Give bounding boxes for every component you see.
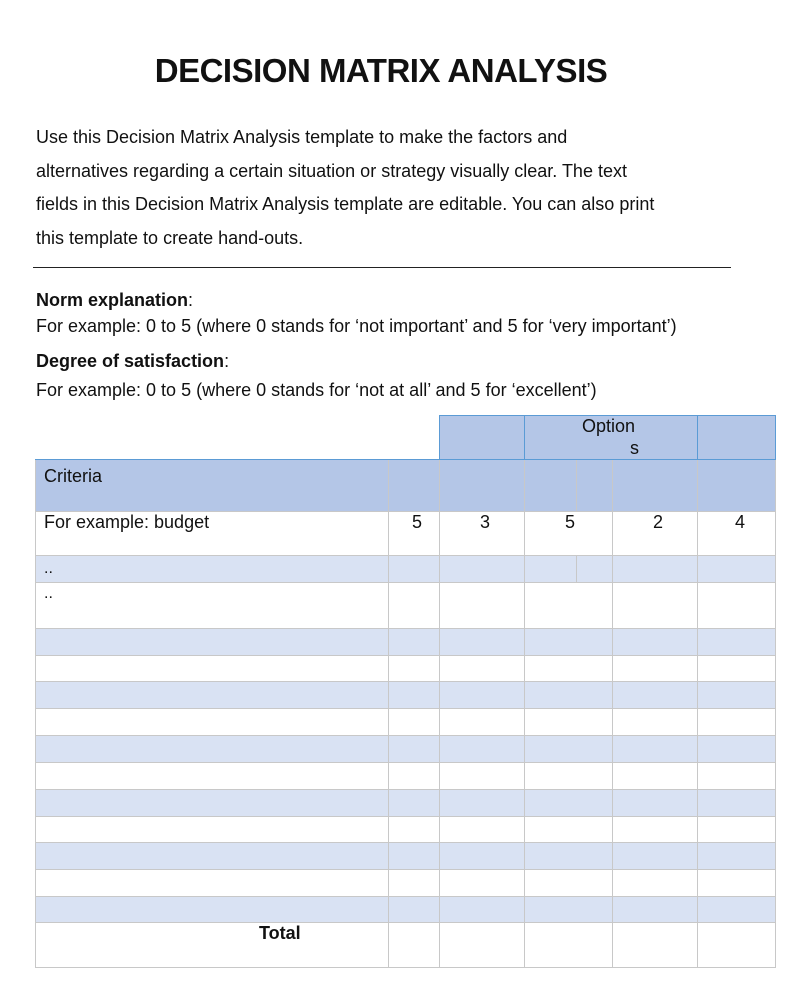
total-label: Total bbox=[259, 923, 301, 943]
example-score[interactable]: 2 bbox=[653, 512, 664, 532]
example-score[interactable]: 3 bbox=[480, 512, 491, 532]
table-row[interactable] bbox=[35, 789, 776, 816]
grid-line bbox=[388, 460, 389, 968]
grid-line bbox=[439, 460, 440, 968]
grid-line bbox=[35, 628, 776, 629]
intro-line: fields in this Decision Matrix Analysis template are editable. You can also print bbox=[36, 194, 655, 214]
placeholder-criterion[interactable]: .. bbox=[44, 560, 53, 577]
options-header-wrap: s bbox=[630, 438, 639, 458]
grid-line bbox=[35, 896, 776, 897]
grid-line bbox=[35, 459, 776, 460]
grid-line bbox=[35, 655, 776, 656]
grid-line bbox=[35, 762, 776, 763]
grid-line bbox=[35, 869, 776, 870]
grid-line bbox=[35, 967, 776, 968]
example-criterion[interactable]: For example: budget bbox=[44, 512, 210, 532]
grid-line bbox=[697, 460, 698, 968]
criteria-header-fill bbox=[35, 460, 776, 511]
norm-label: Norm explanation bbox=[36, 290, 189, 310]
table-row[interactable] bbox=[35, 842, 776, 869]
norm-example[interactable]: For example: 0 to 5 (where 0 stands for ‘not important’ and 5 for ‘very important’) bbox=[36, 316, 677, 336]
grid-line bbox=[612, 460, 613, 968]
grid-line bbox=[35, 708, 776, 709]
table-row[interactable] bbox=[35, 681, 776, 708]
intro-line: alternatives regarding a certain situation or strategy visually clear. The text bbox=[36, 160, 627, 181]
grid-line bbox=[35, 460, 36, 968]
satisfaction-colon: : bbox=[224, 351, 230, 371]
grid-line bbox=[524, 415, 525, 460]
table-row[interactable] bbox=[35, 735, 776, 762]
norm-colon: : bbox=[188, 290, 194, 310]
intro-line: this template to create hand-outs. bbox=[36, 227, 304, 248]
grid-line bbox=[524, 460, 525, 968]
table-row[interactable] bbox=[35, 896, 776, 922]
table-row[interactable] bbox=[35, 628, 776, 655]
grid-line bbox=[35, 735, 776, 736]
grid-line bbox=[576, 555, 577, 582]
grid-line bbox=[35, 555, 776, 556]
grid-line bbox=[697, 415, 698, 460]
placeholder-criterion[interactable]: .. bbox=[44, 585, 53, 602]
grid-line bbox=[35, 842, 776, 843]
options-header: Option bbox=[582, 416, 636, 436]
document-title: DECISION MATRIX ANALYSIS bbox=[154, 52, 608, 89]
grid-line bbox=[35, 582, 776, 583]
grid-line bbox=[775, 415, 776, 460]
example-score[interactable]: 5 bbox=[565, 512, 576, 532]
grid-line bbox=[775, 460, 776, 968]
example-score[interactable]: 4 bbox=[735, 512, 746, 532]
satisfaction-example[interactable]: For example: 0 to 5 (where 0 stands for ‘not at all’ and 5 for ‘excellent’) bbox=[36, 380, 597, 400]
grid-line bbox=[35, 922, 776, 923]
satisfaction-label: Degree of satisfaction bbox=[36, 351, 225, 371]
grid-line bbox=[576, 460, 577, 511]
grid-line bbox=[35, 681, 776, 682]
intro-line: Use this Decision Matrix Analysis template to make the factors and bbox=[36, 127, 568, 147]
table-row[interactable] bbox=[35, 555, 776, 582]
grid-line bbox=[439, 415, 440, 460]
grid-line bbox=[35, 789, 776, 790]
grid-line bbox=[35, 816, 776, 817]
example-weight[interactable]: 5 bbox=[412, 512, 423, 532]
criteria-header: Criteria bbox=[44, 466, 103, 486]
